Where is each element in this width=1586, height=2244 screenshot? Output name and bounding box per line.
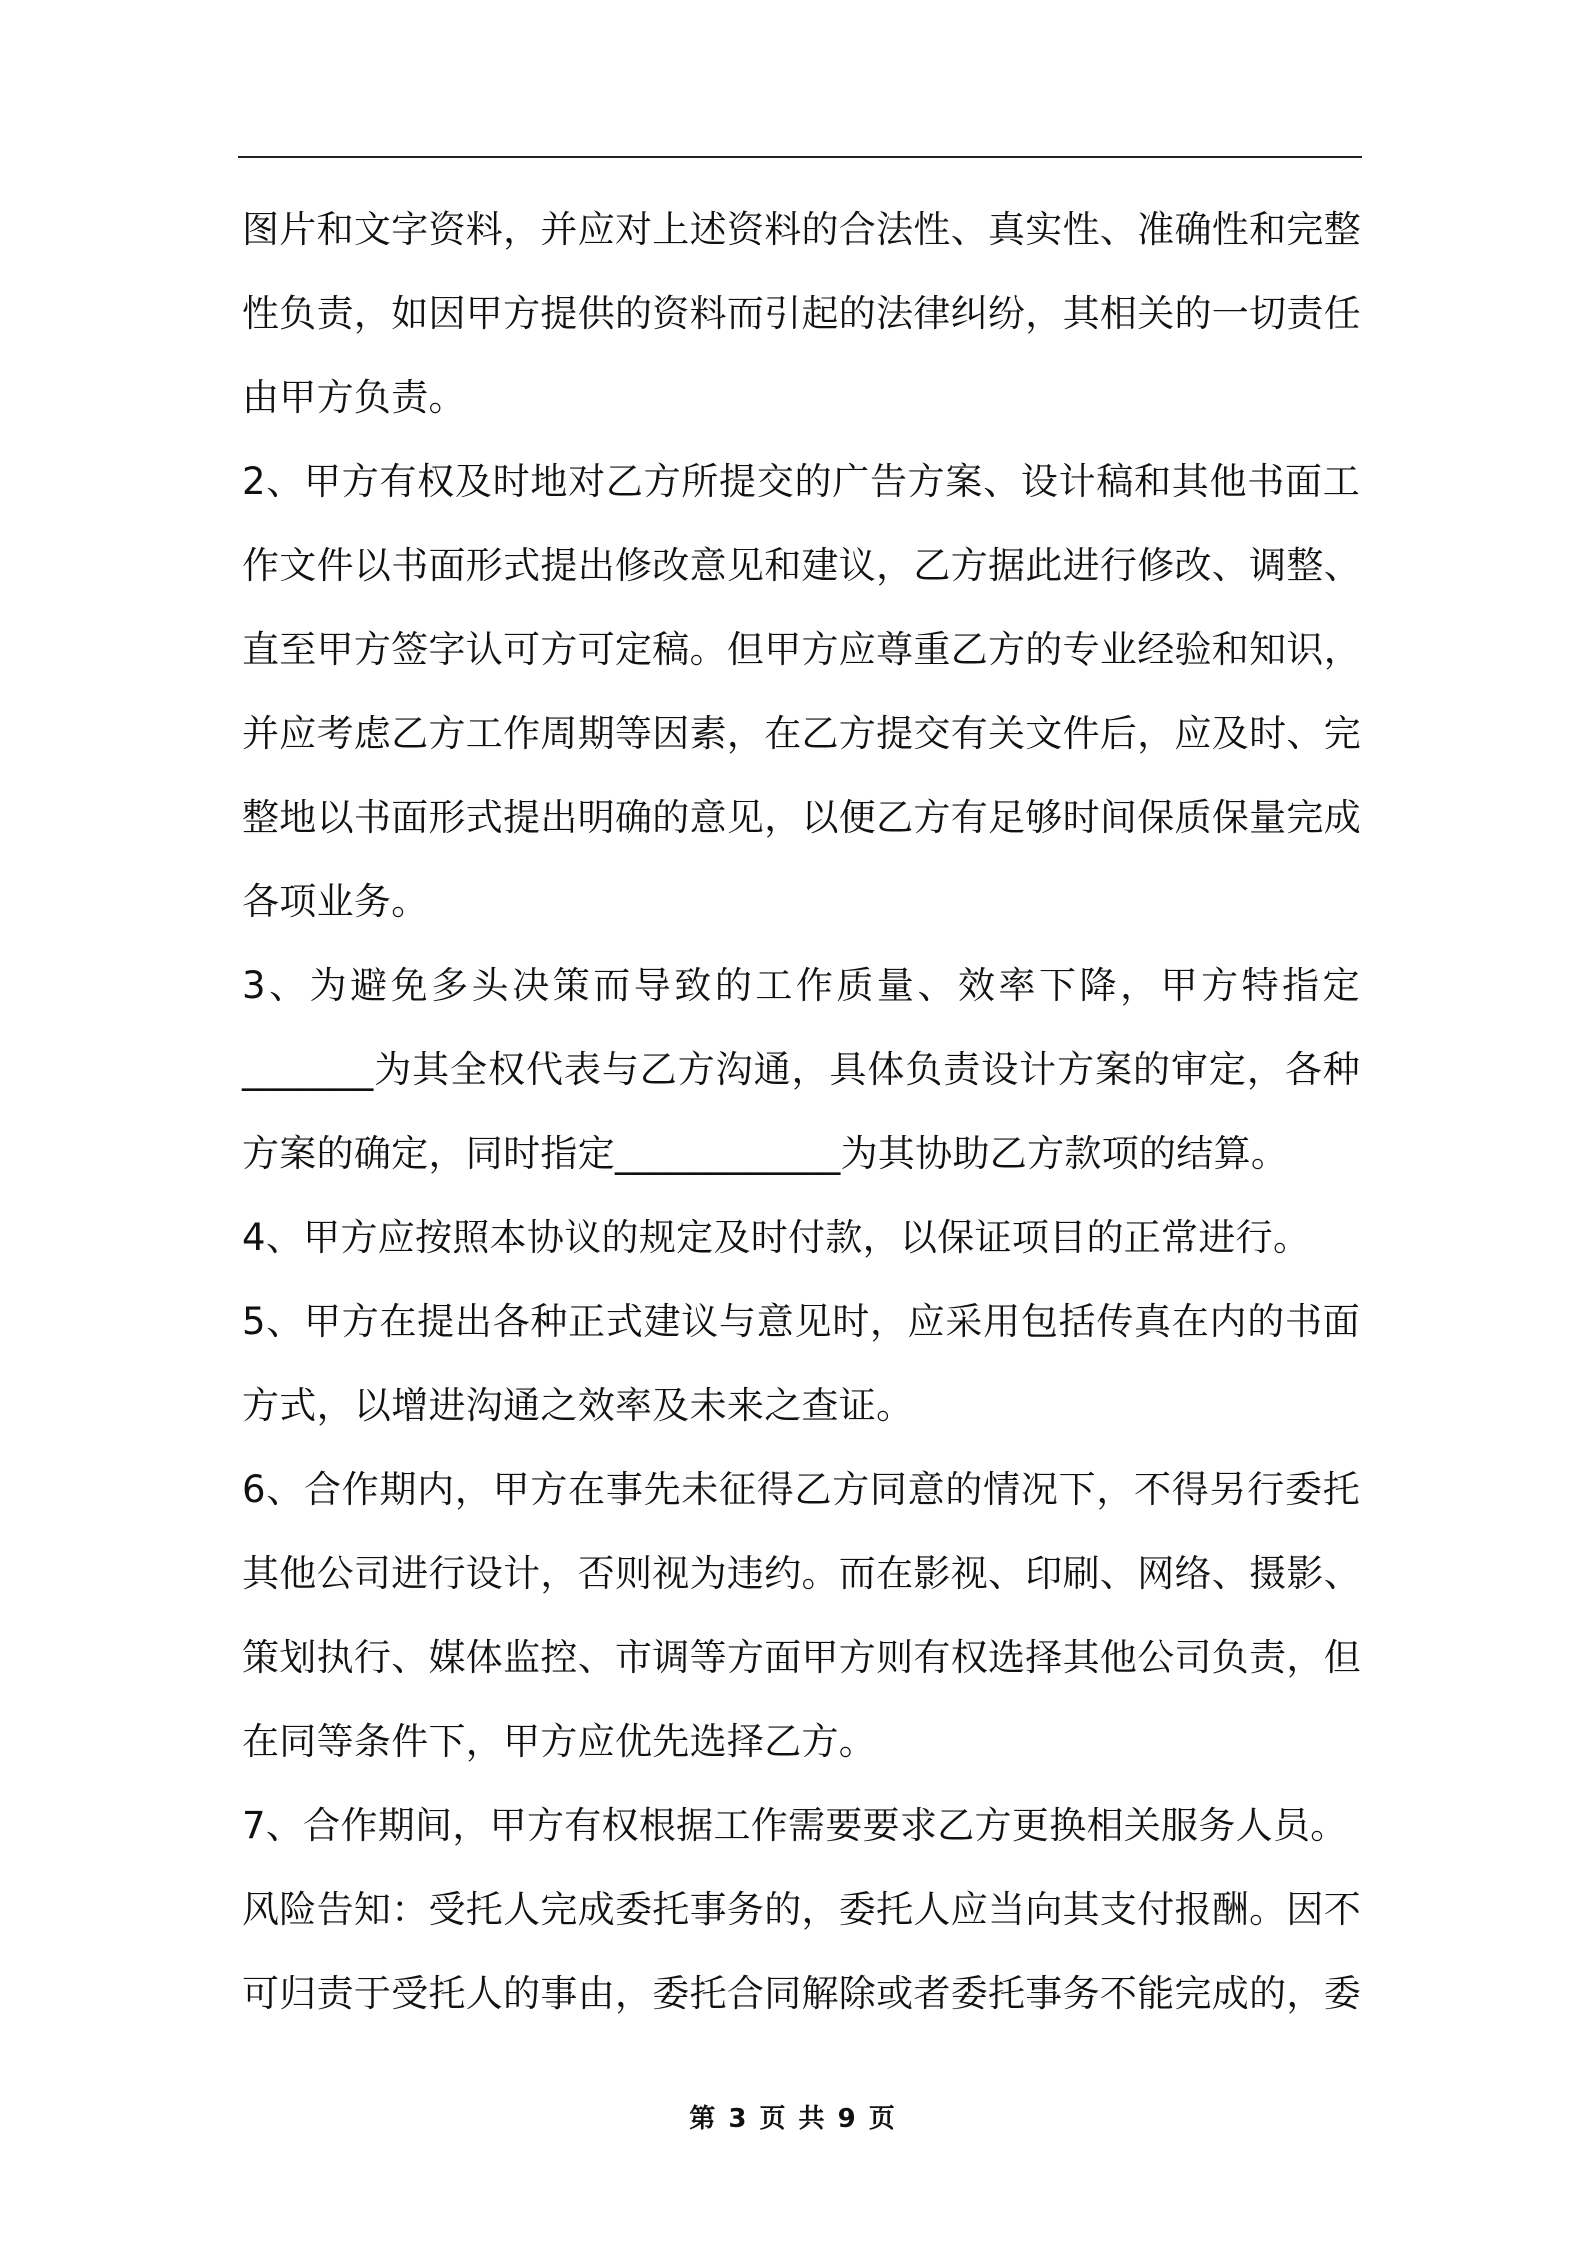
header-rule (238, 156, 1362, 158)
text-line: 可归责于受托人的事由，委托合同解除或者委托事务不能完成的，委 (242, 1972, 1361, 2015)
text-line: 整地以书面形式提出明确的意见，以便乙方有足够时间保质保量完成 (242, 796, 1361, 839)
text-line: 由甲方负责。 (242, 376, 466, 419)
text-line: 直至甲方签字认可方可定稿。但甲方应尊重乙方的专业经验和知识， (242, 628, 1361, 671)
text-line: 在同等条件下，甲方应优先选择乙方。 (242, 1720, 877, 1763)
text-line: 4、甲方应按照本协议的规定及时付款，以保证项目的正常进行。 (242, 1216, 1311, 1259)
document-body (242, 188, 1360, 2036)
page-number-footer: 第 3 页 共 9 页 (689, 2104, 897, 2134)
text-line: 其他公司进行设计，否则视为违约。而在影视、印刷、网络、摄影、 (242, 1552, 1361, 1595)
text-line: 策划执行、媒体监控、市调等方面甲方则有权选择其他公司负责，但 (242, 1636, 1361, 1679)
text-line: 风险告知：受托人完成委托事务的，委托人应当向其支付报酬。因不 (242, 1888, 1361, 1931)
text-line: 各项业务。 (242, 880, 429, 923)
text-line: 7、合作期间，甲方有权根据工作需要要求乙方更换相关服务人员。 (242, 1804, 1348, 1847)
text-line: 6、合作期内，甲方在事先未征得乙方同意的情况下，不得另行委托 (242, 1468, 1360, 1511)
text-line: _______为其全权代表与乙方沟通，具体负责设计方案的审定，各种 (242, 1048, 1360, 1091)
text-line: 3、为避免多头决策而导致的工作质量、效率下降，甲方特指定 (242, 964, 1360, 1007)
text-line: 作文件以书面形式提出修改意见和建议，乙方据此进行修改、调整、 (242, 544, 1361, 587)
text-line: 图片和文字资料，并应对上述资料的合法性、真实性、准确性和完整 (242, 208, 1361, 251)
text-line: 方式，以增进沟通之效率及未来之查证。 (242, 1384, 914, 1427)
text-line: 5、甲方在提出各种正式建议与意见时，应采用包括传真在内的书面 (242, 1300, 1360, 1343)
text-line: 并应考虑乙方工作周期等因素，在乙方提交有关文件后，应及时、完 (242, 712, 1361, 755)
text-line: 方案的确定，同时指定____________为其协助乙方款项的结算。 (242, 1132, 1289, 1175)
text-line: 2、甲方有权及时地对乙方所提交的广告方案、设计稿和其他书面工 (242, 460, 1360, 503)
text-line: 性负责，如因甲方提供的资料而引起的法律纠纷，其相关的一切责任 (242, 292, 1361, 335)
